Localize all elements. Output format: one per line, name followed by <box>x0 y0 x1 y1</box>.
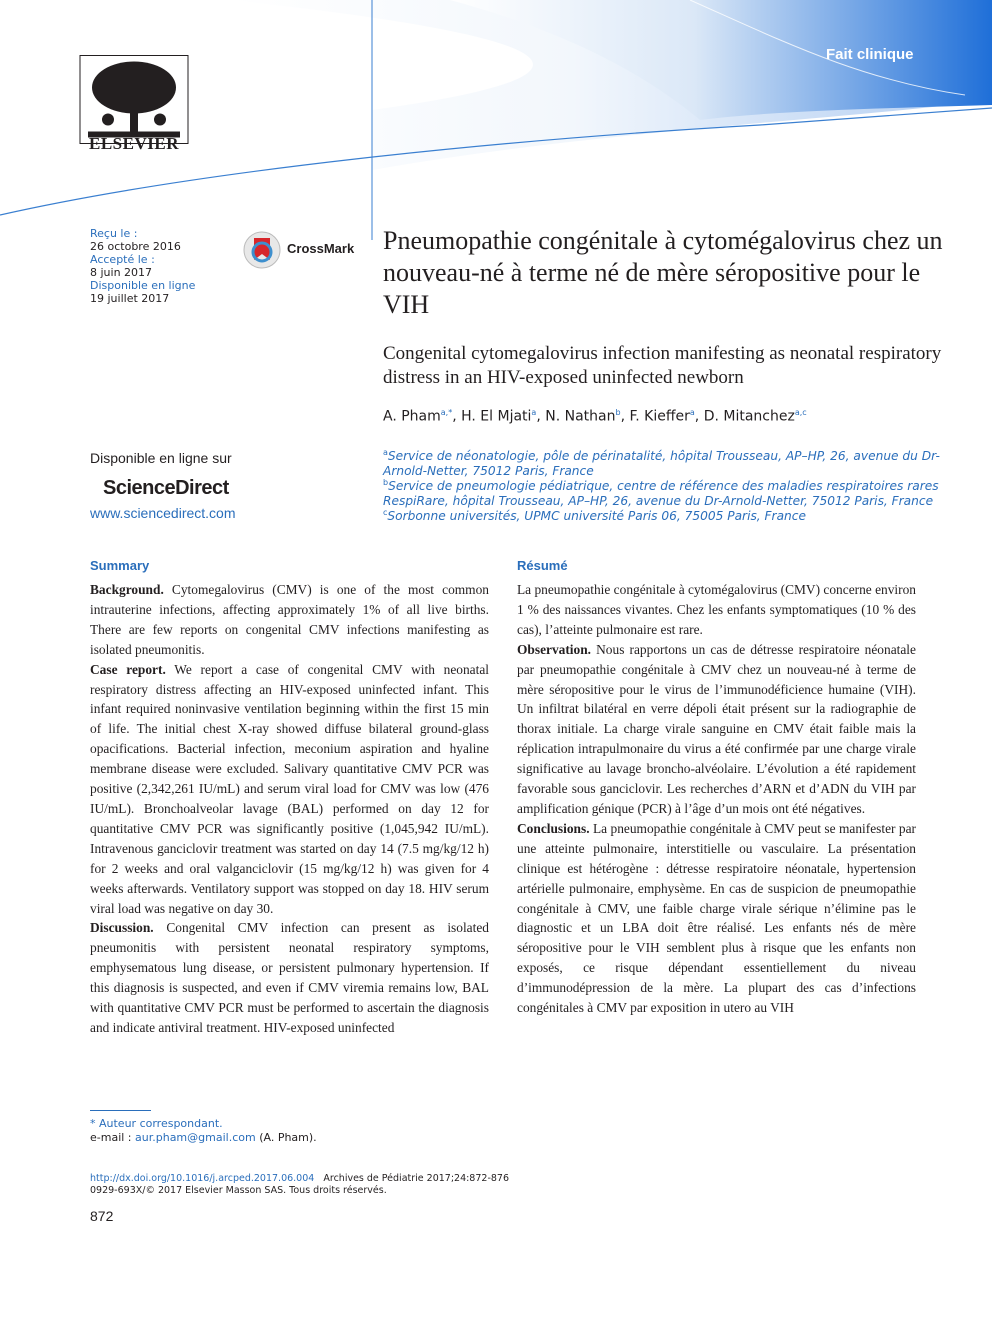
email-link[interactable]: aur.pham@gmail.com <box>135 1131 256 1144</box>
author-sup: a,c <box>794 408 807 417</box>
copyright-line: 0929-693X/© 2017 Elsevier Masson SAS. Tous droits réservés. <box>90 1185 387 1196</box>
aff-text: Service de néonatologie, pôle de périnatalité, hôpital Trousseau, AP–HP, 26, avenue du Dr-Arnold-Netter, 75012 Paris, France <box>383 449 940 479</box>
journal-ref: Archives de Pédiatrie 2017;24:872-876 <box>323 1173 510 1184</box>
received-label: Reçu le : <box>90 227 138 240</box>
section-label: Fait clinique <box>826 46 914 63</box>
resume-body <box>517 580 916 1018</box>
author-sup: a <box>531 408 537 417</box>
author-sup: b <box>615 408 621 417</box>
resume-observation <box>517 640 916 819</box>
available-online-label: Disponible en ligne sur <box>90 450 232 466</box>
summary-discussion <box>90 918 489 1037</box>
received-date: 26 octobre 2016 <box>90 240 181 253</box>
obs-text: Nous rapportons un cas de détresse respiratoire néonatale par pneumopathie congénitale à CMV chez un nouveau-né à terme de mère séropositive pour le virus de l’immunodéficience humaine (VIH). Un infiltrat bilatéral en verre dépoli était présent sur la radiographie de thorax initiale. La charge virale sanguine en CMV était faible mais la réplication intrapulmonaire du virus a été confirmée par une charge virale significative au lavage broncho-alvéolaire. L’évolution a été rapidement favorable sous ganciclovir. Les recherches d’ARN et d’ADN du VIH par amplification génique (PCR) à l’âge d’un mois ont été négatives. <box>517 641 916 816</box>
summary-case <box>90 660 489 919</box>
author-list: A. Pham$^{a,*}$, H. El Mjati$^a$, N. Nathan$^b$, F. Kieffer$^a$, D. Mitanchez$^{a,c}$ <box>383 408 807 425</box>
crossmark-label: CrossMark <box>287 241 355 256</box>
email-line <box>90 1131 317 1145</box>
online-date: 19 juillet 2017 <box>90 292 170 305</box>
discussion-label: Discussion. <box>90 920 154 936</box>
discussion-text: Congenital CMV infection can present as isolated pneumonitis with persistent neonatal respiratory symptoms, emphysematous lung disease, or persistent pulmonary hypertension. If this diagnosis is suspected, and even if CMV viremia remains low, BAL with quantitative CMV PCR must be performed to ascertain the diagnosis and indicate antiviral treatment. HIV-exposed uninfected <box>90 920 489 1035</box>
author-name: A. Pham <box>383 408 441 425</box>
author-sup: a <box>689 408 695 417</box>
resume-intro: La pneumopathie congénitale à cytomégalovirus (CMV) concerne environ 1 % des naissances vivantes. Chez les enfants symptomatiques (10 % des cas), l’atteinte pulmonaire est rare. <box>517 582 916 637</box>
sciencedirect-logo: ScienceDirect <box>103 477 229 499</box>
email-label: e-mail : <box>90 1131 132 1144</box>
affiliation-b <box>383 475 943 509</box>
background-text: Cytomegalovirus (CMV) is one of the most common intrauterine infections, affecting approximately 1% of all live births. There are few reports on congenital CMV infections manifesting as isolated pneumonitis. <box>90 582 489 657</box>
case-label: Case report. <box>90 661 166 677</box>
background-label: Background. <box>90 582 164 597</box>
sciencedirect-link[interactable]: www.sciencedirect.com <box>90 505 236 521</box>
aff-text: Service de pneumologie pédiatrique, centre de référence des maladies respiratoires rares RespiRare, hôpital Trousseau, AP–HP, 26, avenue du Dr-Arnold-Netter, 75012 Paris, France <box>383 479 939 509</box>
email-name: (A. Pham). <box>259 1131 317 1144</box>
doi-link[interactable]: http://dx.doi.org/10.1016/j.arcped.2017.06.004 <box>90 1173 315 1184</box>
concl-label: Conclusions. <box>517 820 590 836</box>
article-title-en: Congenital cytomegalovirus infection manifesting as neonatal respiratory distress in an HIV-exposed uninfected newborn <box>383 343 942 388</box>
affiliation-c <box>383 505 943 524</box>
page-number: 872 <box>90 1208 114 1224</box>
article-title-fr: Pneumopathie congénitale à cytomégalovirus chez un nouveau-né à terme né de mère séropositive pour le VIH <box>383 226 943 319</box>
summary-background <box>90 580 489 660</box>
author-name: D. Mitanchez <box>703 408 795 425</box>
case-text: We report a case of congenital CMV with neonatal respiratory distress affecting an HIV-exposed uninfected infant. This infant required noninvasive ventilation beginning within the first 15 min of life. The initial chest X-ray showed diffuse bilateral ground-glass opacifications. Bacterial infection, meconium aspiration and hyaline membrane disease were excluded. Salivary quantitative CMV PCR was positive (2,342,261 IU/mL) and serum viral load for CMV was low (476 IU/mL). Bronchoalveolar lavage (BAL) performed on day 12 for quantitative CMV PCR was significantly positive (1,045,942 IU/mL). Intravenous ganciclovir treatment was started on day 14 (7.5 mg/kg/12 h) for 2 weeks and oral valganciclovir (15 mg/kg/12 h) was given for 4 weeks afterwards. Ventilatory support was stopped on day 18. HIV serum viral load was negative on day 30. <box>90 661 490 916</box>
online-label: Disponible en ligne <box>90 279 196 292</box>
accepted-label: Accepté le : <box>90 253 155 266</box>
author-name: N. Nathan <box>545 408 616 425</box>
accepted-date: 8 juin 2017 <box>90 266 153 279</box>
resume-heading: Résumé <box>517 558 568 573</box>
aff-sup: a <box>383 448 388 457</box>
summary-heading: Summary <box>90 558 150 573</box>
author-name: F. Kieffer <box>629 408 690 425</box>
footnote-rule <box>90 1110 151 1111</box>
author-name: H. El Mjati <box>461 408 532 425</box>
resume-conclusions <box>517 819 916 1018</box>
summary-body <box>90 580 489 1038</box>
aff-sup: b <box>383 478 389 487</box>
aff-sup: c <box>383 508 388 517</box>
crossmark-badge[interactable] <box>242 230 354 270</box>
corresponding-author-note: * Auteur correspondant. <box>90 1117 223 1130</box>
affiliation-a <box>383 445 943 479</box>
crossmark-icon <box>242 230 282 270</box>
author-sup: a,* <box>440 408 453 417</box>
concl-text: La pneumopathie congénitale à CMV peut se manifester par une atteinte pulmonaire, interstitielle ou vasculaire. La présentation clinique est hétérogène : détresse respiratoire néonatale, hypertension artérielle pulmonaire, emphysème. En cas de suspicion de pneumopathie congénitale à CMV, une faible charge virale sérique n’élimine pas le diagnostic et un LBA doit être réalisé. Les enfants nés de mère séropositive pour le VIH semblent plus à risque que les enfants non exposés, ce risque dépendant essentiellement du niveau d’immunodépression de la mère. La plupart des cas d’infections congénitales à CMV par exposition in utero au VIH <box>517 820 916 1016</box>
aff-text: Sorbonne universités, UPMC université Paris 06, 75005 Paris, France <box>387 509 806 524</box>
elsevier-wordmark: ELSEVIER <box>89 134 179 153</box>
obs-label: Observation. <box>517 641 592 657</box>
